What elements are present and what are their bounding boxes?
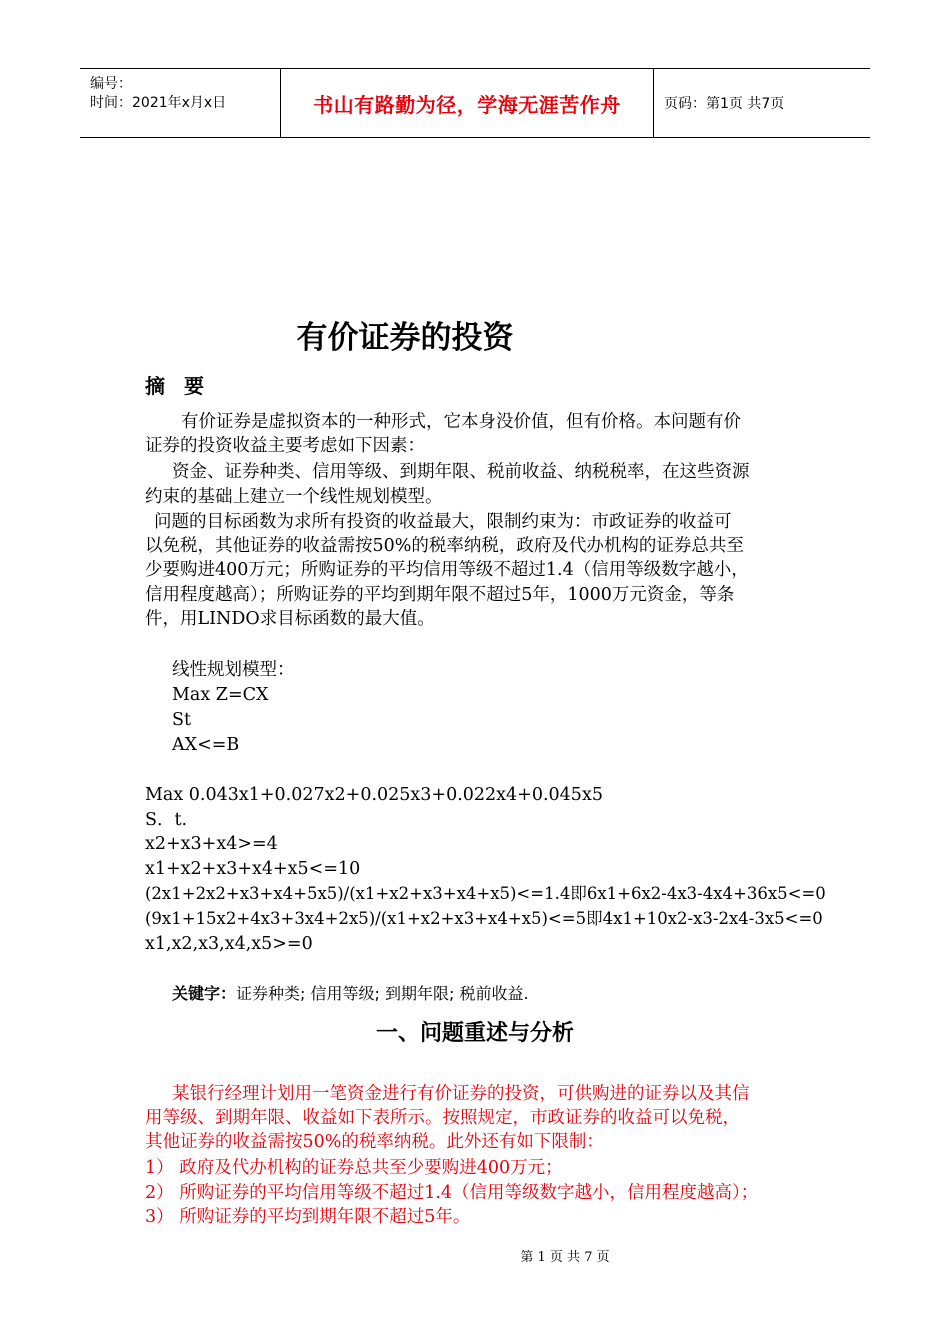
header-meta-cell — [80, 69, 281, 137]
abstract-line: 问题的目标函数为求所有投资的收益最大，限制约束为：市政证券的收益可 — [154, 512, 732, 532]
abstract-line: 件，用LINDO求目标函数的最大值。 — [145, 609, 435, 629]
abstract-heading: 摘 要 — [145, 374, 210, 398]
section-line: 1） 政府及代办机构的证券总共至少要购进400万元； — [145, 1158, 563, 1178]
section-line: 某银行经理计划用一笔资金进行有价证券的投资，可供购进的证券以及其信 — [172, 1084, 750, 1104]
abstract-line: 少要购进400万元；所购证券的平均信用等级不超过1.4（信用等级数字越小， — [145, 560, 749, 580]
model-line: St — [172, 710, 192, 730]
section-line: 3） 所购证券的平均到期年限不超过5年。 — [145, 1207, 471, 1227]
keywords-text: 证券种类; 信用等级; 到期年限; 税前收益. — [236, 984, 529, 1003]
abstract-line: 有价证券是虚拟资本的一种形式，它本身没价值，但有价格。本问题有价 — [181, 412, 741, 432]
model-line: Max Z=CX — [172, 685, 269, 705]
abstract-line: 信用程度越高）；所购证券的平均到期年限不超过5年，1000万元资金，等条 — [145, 585, 735, 605]
header-code: 编号： — [90, 76, 132, 92]
formula-line: S．t. — [145, 810, 188, 830]
keywords — [172, 982, 529, 1006]
abstract-line: 约束的基础上建立一个线性规划模型。 — [145, 487, 443, 507]
header-page-info: 页码：第1页 共7页 — [664, 96, 785, 112]
document-header — [80, 68, 870, 138]
page-title: 有价证券的投资 — [296, 320, 514, 356]
keywords-label: 关键字： — [172, 984, 237, 1003]
section-line: 2） 所购证券的平均信用等级不超过1.4（信用等级数字越小，信用程度越高）； — [145, 1183, 759, 1203]
abstract-line: 证券的投资收益主要考虑如下因素： — [145, 436, 425, 456]
section-heading-text: 一、问题重述与分析 — [375, 1021, 574, 1046]
section-line: 其他证券的收益需按50%的税率纳税。此外还有如下限制： — [145, 1132, 604, 1152]
formula-line: (2x1+2x2+x3+x4+5x5)/(x1+x2+x3+x4+x5)<=1.4即6x1+6x2-4x3-4x4+36x5<=0 — [145, 884, 826, 903]
abstract-line: 以免税，其他证券的收益需按50%的税率纳税，政府及代办机构的证券总共至 — [145, 536, 744, 556]
formula-line: Max 0.043x1+0.027x2+0.025x3+0.022x4+0.045x5 — [145, 785, 603, 805]
header-page-cell — [654, 69, 870, 137]
model-line: AX<=B — [172, 735, 240, 755]
header-motto: 书山有路勤为径，学海无涯苦作舟 — [313, 92, 621, 117]
model-line: 线性规划模型： — [172, 660, 295, 680]
abstract-line: 资金、证券种类、信用等级、到期年限、税前收益、纳税税率，在这些资源 — [172, 462, 750, 482]
formula-line: (9x1+15x2+4x3+3x4+2x5)/(x1+x2+x3+x4+x5)<=5即4x1+10x2-x3-2x4-3x5<=0 — [145, 909, 823, 928]
formula-line: x1+x2+x3+x4+x5<=10 — [145, 859, 361, 879]
header-time: 时间：2021年x月x日 — [90, 95, 227, 111]
header-motto-cell — [281, 69, 654, 137]
section-heading — [0, 1016, 950, 1047]
formula-line: x1,x2,x3,x4,x5>=0 — [145, 934, 313, 954]
page-footer: 第 1 页 共 7 页 — [520, 1250, 610, 1265]
formula-line: x2+x3+x4>=4 — [145, 834, 278, 854]
section-line: 用等级、到期年限、收益如下表所示。按照规定，市政证券的收益可以免税， — [145, 1108, 740, 1128]
